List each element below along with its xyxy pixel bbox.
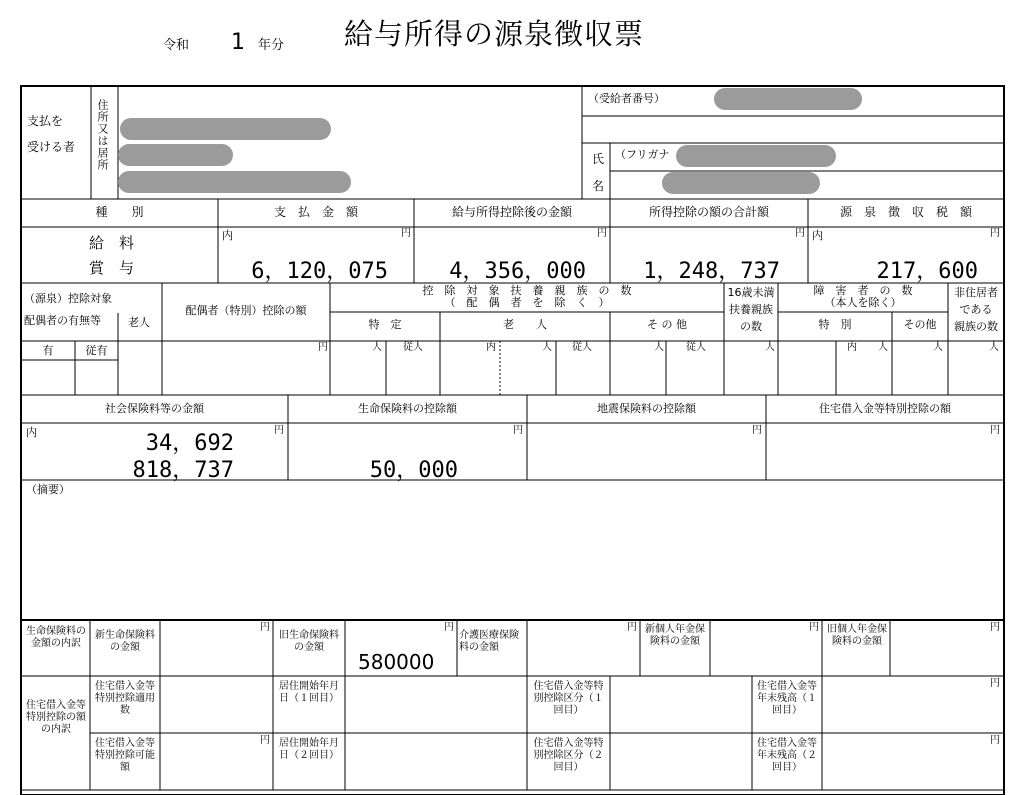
- unit-yen: 円: [990, 678, 1000, 689]
- header-kind: 種 別: [95, 205, 144, 219]
- payment-inner-label: 内: [222, 229, 233, 242]
- spouse-dependent-has-label: 従有: [85, 344, 108, 357]
- after-deduction-amount: 4，356，000: [449, 259, 586, 284]
- applicable-count-label: 住宅借入金等特別控除適用数: [95, 681, 155, 716]
- disabled-title-1: 障 害 者 の 数: [813, 284, 913, 297]
- era-label: 令和: [163, 38, 190, 53]
- name-label-bottom: 名: [592, 179, 605, 193]
- unit-yen: 円: [513, 425, 523, 436]
- address-redaction-3: [118, 171, 351, 193]
- nonresident-label-3: 親族の数: [954, 320, 998, 333]
- unit-sub-person: 従人: [686, 342, 706, 353]
- unit-yen: 円: [318, 342, 328, 353]
- header-deduction-total: 所得控除の額の合計額: [648, 205, 769, 219]
- payment-amount: 6，120，075: [251, 259, 388, 284]
- disabled-other-label: その他: [903, 318, 937, 331]
- social-inner-amount: 34，692: [145, 431, 234, 456]
- page-title: 給与所得の源泉徴収票: [344, 17, 645, 51]
- social-insurance-amount: 818，737: [132, 458, 234, 483]
- life-insurance-label: 生命保険料の控除額: [358, 402, 457, 415]
- address-redaction-2: [118, 144, 233, 166]
- old-pension-label: 旧個人年金保険料の金額: [827, 624, 887, 647]
- tax-inner-label: 内: [812, 229, 823, 242]
- elderly-label: 老 人: [503, 318, 547, 331]
- unit-yen: 円: [260, 622, 270, 633]
- spouse-label-2: 配偶者の有無等: [24, 314, 101, 327]
- unit-sub-person: 従人: [572, 342, 592, 353]
- year-suffix: 年分: [258, 38, 285, 53]
- unit-yen: 円: [795, 228, 805, 239]
- unit-person: 人: [654, 342, 664, 353]
- withholding-tax-amount: 217，600: [876, 259, 978, 284]
- name-label-top: 氏: [592, 152, 605, 166]
- unit-yen: 円: [990, 228, 1000, 239]
- payee-label: 支払を 受ける者: [27, 114, 76, 154]
- unit-yen: 円: [752, 425, 762, 436]
- unit-yen: 円: [274, 425, 284, 436]
- address-redaction-1: [120, 118, 331, 140]
- under16-label-1: 16歳未満: [727, 286, 775, 299]
- others-label: そ の 他: [647, 318, 687, 331]
- unit-inner: 内: [847, 342, 857, 353]
- care-label: 介護医療保険料の金額: [459, 630, 519, 653]
- new-life-label: 新生命保険料の金額: [95, 630, 155, 653]
- unit-yen: 円: [260, 735, 270, 746]
- unit-person: 人: [542, 342, 552, 353]
- unit-yen: 円: [627, 622, 637, 633]
- start-date-2-label: 居住開始年月日（２回目）: [279, 738, 339, 761]
- unit-person: 人: [933, 342, 943, 353]
- deduction-class-2-label: 住宅借入金等特別控除区分（２回目）: [533, 738, 604, 773]
- life-breakdown-label: 生命保険料の金額の内訳: [26, 626, 86, 649]
- unit-yen: 円: [809, 622, 819, 633]
- nonresident-label-1: 非住居者: [954, 286, 998, 299]
- new-pension-label: 新個人年金保険料の金額: [645, 624, 705, 647]
- unit-person: 人: [878, 342, 888, 353]
- under16-label-3: の数: [740, 320, 762, 333]
- furigana-label: （フリガナ: [615, 148, 670, 161]
- remarks-label: （摘要）: [26, 483, 70, 496]
- nonresident-label-2: である: [959, 303, 993, 316]
- start-date-1-label: 居住開始年月日（１回目）: [279, 681, 339, 704]
- spouse-label-1: （源泉）控除対象: [24, 292, 112, 305]
- year-value: 1: [231, 30, 245, 55]
- old-life-value: 580000: [358, 650, 435, 674]
- disabled-special-label: 特 別: [818, 318, 852, 331]
- spouse-elder-label: 老人: [128, 316, 150, 329]
- spouse-special-label: 配偶者（特別）控除の額: [185, 304, 307, 317]
- unit-person: 人: [765, 342, 775, 353]
- recipient-no-label: （受給者番号）: [588, 92, 665, 105]
- header-payment: 支 払 金 額: [273, 205, 358, 219]
- kind-bonus: 賞 与: [89, 259, 135, 277]
- unit-yen: 円: [990, 622, 1000, 633]
- header-after-deduction: 給与所得控除後の金額: [451, 205, 572, 219]
- unit-inner: 内: [486, 342, 496, 353]
- furigana-redaction: [676, 145, 836, 167]
- old-life-label: 旧生命保険料の金額: [279, 630, 339, 653]
- name-redaction: [662, 172, 820, 194]
- balance-2-label: 住宅借入金等年末残高（２回目）: [757, 738, 817, 773]
- balance-1-label: 住宅借入金等年末残高（１回目）: [757, 681, 817, 716]
- under16-label-2: 扶養親族: [729, 303, 773, 316]
- header-withholding: 源 泉 徴 収 税 額: [839, 205, 972, 219]
- deduction-class-1-label: 住宅借入金等特別控除区分（１回目）: [533, 681, 604, 716]
- deduction-total-amount: 1，248，737: [643, 259, 780, 284]
- social-inner-label: 内: [26, 426, 37, 439]
- unit-yen: 円: [401, 228, 411, 239]
- social-insurance-label: 社会保険料等の金額: [105, 402, 204, 415]
- housing-breakdown-label: 住宅借入金等特別控除の額の内訳: [26, 700, 86, 735]
- earthquake-insurance-label: 地震保険料の控除額: [597, 402, 696, 415]
- unit-yen: 円: [597, 228, 607, 239]
- life-insurance-amount: 50，000: [369, 458, 458, 483]
- recipient-no-redaction: [714, 88, 862, 110]
- unit-yen: 円: [444, 622, 454, 633]
- unit-person: 人: [372, 342, 382, 353]
- dependent-title-1: 控 除 対 象 扶 養 親 族 の 数: [422, 284, 632, 297]
- spouse-has-label: 有: [42, 344, 54, 357]
- possible-amount-label: 住宅借入金等特別控除可能額: [95, 738, 155, 773]
- specific-label: 特 定: [368, 318, 402, 331]
- dependent-title-2: （ 配 偶 者 を 除 く ）: [444, 296, 610, 309]
- unit-yen: 円: [990, 425, 1000, 436]
- kind-salary: 給 料: [89, 234, 135, 252]
- unit-sub-person: 従人: [403, 342, 423, 353]
- unit-yen: 円: [990, 735, 1000, 746]
- disabled-title-2: （本人を除く）: [824, 296, 902, 309]
- unit-person: 人: [989, 342, 999, 353]
- housing-loan-label: 住宅借入金等特別控除の額: [819, 402, 951, 415]
- address-label: 住所又は居所: [96, 99, 109, 171]
